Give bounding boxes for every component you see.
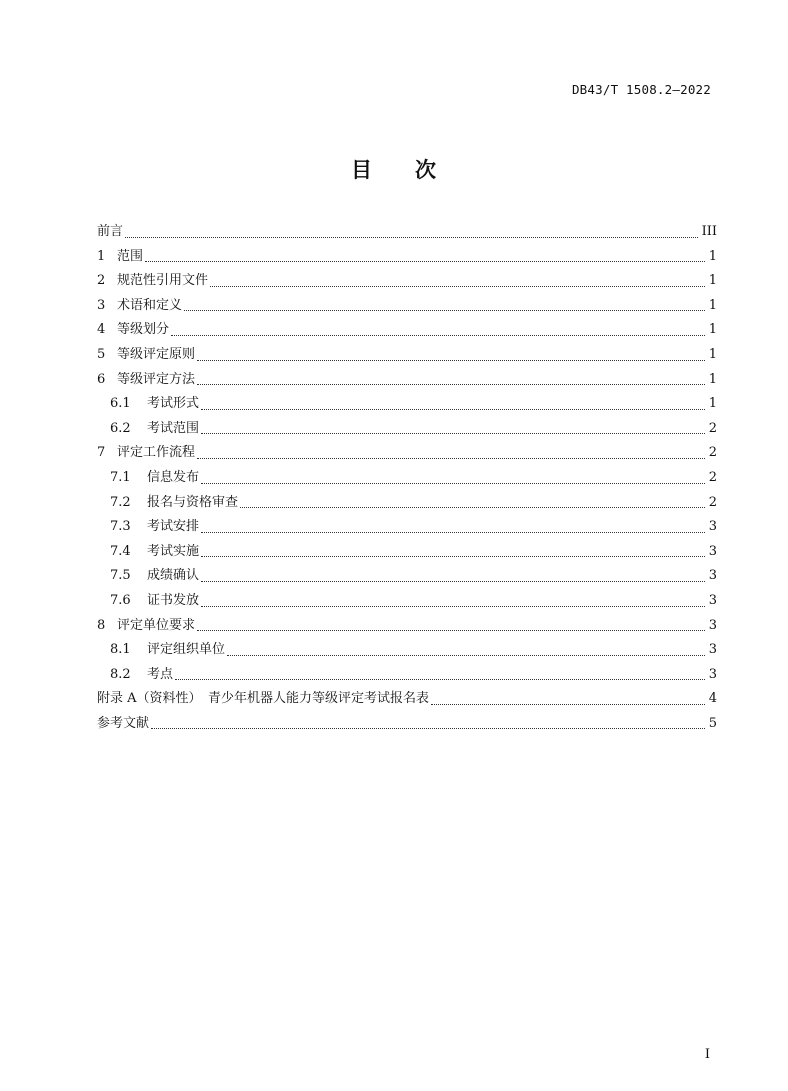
toc-leader-dots [171,335,705,336]
toc-entry-label: 信息发布 [147,469,200,485]
toc-entry[interactable] [97,368,717,393]
toc-entry-label: 考试安排 [147,519,200,535]
toc-leader-dots [184,310,705,311]
toc-entry[interactable] [97,245,717,270]
toc-entry-number: 2 [97,273,106,289]
toc-leader-dots [201,556,705,557]
toc-leader-dots [197,458,705,459]
toc-entry-page: 2 [708,494,717,510]
toc-entry[interactable] [97,269,717,294]
toc-entry-number: 6.2 [110,420,131,436]
toc-entry-page: 3 [708,592,717,608]
toc-entry-page: 1 [708,346,717,362]
toc-entry-number: 6 [97,371,106,387]
toc-leader-dots [151,728,705,729]
toc-leader-dots [201,483,705,484]
toc-entry-label: 证书发放 [147,592,200,608]
toc-leader-dots [201,581,705,582]
toc-entry-number: 7.4 [110,543,131,559]
toc-entry-number: 7.6 [110,592,131,608]
toc-entry[interactable] [97,220,717,245]
toc-entry-page: 3 [708,543,717,559]
toc-entry-page: 1 [708,371,717,387]
toc-entry-page: 2 [708,420,717,436]
toc-entry-page: 3 [708,642,717,658]
toc-entry-label: 附录 A（资料性） 青少年机器人能力等级评定考试报名表 [97,691,430,707]
toc-entry-label: 报名与资格审查 [147,494,239,510]
toc-entry-page: III [701,224,717,239]
document-code: DB43/T 1508.2—2022 [571,82,711,97]
toc-entry-label: 等级评定原则 [117,346,196,362]
toc-entry-label: 考试形式 [147,396,200,412]
toc-entry[interactable] [97,638,717,663]
toc-entry-label: 考试范围 [147,420,200,436]
toc-entry-label: 评定工作流程 [117,445,196,461]
toc-entry[interactable] [97,417,717,442]
toc-leader-dots [175,679,705,680]
title-char-1: 目 [351,158,373,182]
toc-entry[interactable] [97,515,717,540]
toc-entry[interactable] [97,663,717,688]
toc-entry[interactable] [97,589,717,614]
toc-entry-label: 评定单位要求 [117,617,196,633]
title-char-2: 次 [415,158,437,182]
toc-entry-page: 1 [708,396,717,412]
toc-entry-label: 考试实施 [147,543,200,559]
toc-entry-label: 前言 [97,224,124,239]
toc-entry-label: 参考文献 [97,715,150,731]
toc-entry-page: 2 [708,469,717,485]
toc-leader-dots [210,286,705,287]
toc-entry-number: 7.2 [110,494,131,510]
toc-entry-number: 4 [97,322,106,338]
toc-entry-number: 3 [97,297,106,313]
toc-leader-dots [201,606,705,607]
toc-entry-page: 1 [708,322,717,338]
toc-entry-page: 3 [708,568,717,584]
toc-entry-label: 规范性引用文件 [117,273,209,289]
toc-entry-label: 成绩确认 [147,568,200,584]
toc-entry-number: 6.1 [110,396,131,412]
toc-entry-number: 7.5 [110,568,131,584]
toc-entry[interactable] [97,392,717,417]
toc-entry-label: 术语和定义 [117,297,183,313]
toc-entry-page: 3 [708,519,717,535]
toc-entry[interactable] [97,294,717,319]
page-number: I [704,1047,710,1062]
toc-entry-number: 7 [97,445,106,461]
toc-entry-page: 5 [708,715,717,731]
toc-entry-number: 8 [97,617,106,633]
toc-entry-number: 5 [97,346,106,362]
toc-entry-label: 范围 [117,248,144,264]
toc-leader-dots [197,360,705,361]
toc-entry-label: 等级评定方法 [117,371,196,387]
toc-entry-page: 1 [708,297,717,313]
toc-entry-label: 考点 [147,666,174,682]
toc-leader-dots [201,409,705,410]
toc-entry[interactable] [97,712,717,737]
toc-entry-page: 4 [708,691,717,707]
toc-leader-dots [240,507,705,508]
table-of-contents [97,220,717,736]
toc-leader-dots [197,630,705,631]
toc-entry[interactable] [97,614,717,639]
toc-entry-page: 1 [708,248,717,264]
toc-entry-page: 1 [708,273,717,289]
toc-entry[interactable] [97,564,717,589]
toc-entry-number: 1 [97,248,106,264]
toc-entry[interactable] [97,491,717,516]
toc-entry-label: 评定组织单位 [147,642,226,658]
toc-leader-dots [197,384,705,385]
toc-leader-dots [201,433,705,434]
toc-leader-dots [145,261,705,262]
toc-leader-dots [125,237,698,238]
page-title [0,154,788,184]
toc-entry-page: 3 [708,666,717,682]
toc-leader-dots [201,532,705,533]
toc-entry-page: 3 [708,617,717,633]
toc-entry-number: 8.1 [110,642,131,658]
toc-entry[interactable] [97,441,717,466]
toc-entry[interactable] [97,343,717,368]
toc-entry-page: 2 [708,445,717,461]
toc-entry[interactable] [97,318,717,343]
toc-leader-dots [227,655,705,656]
toc-entry-label: 等级划分 [117,322,170,338]
toc-entry[interactable] [97,466,717,491]
toc-entry[interactable] [97,687,717,712]
toc-leader-dots [431,704,705,705]
toc-entry-number: 7.3 [110,519,131,535]
toc-entry[interactable] [97,540,717,565]
toc-entry-number: 8.2 [110,666,131,682]
toc-entry-number: 7.1 [110,469,131,485]
